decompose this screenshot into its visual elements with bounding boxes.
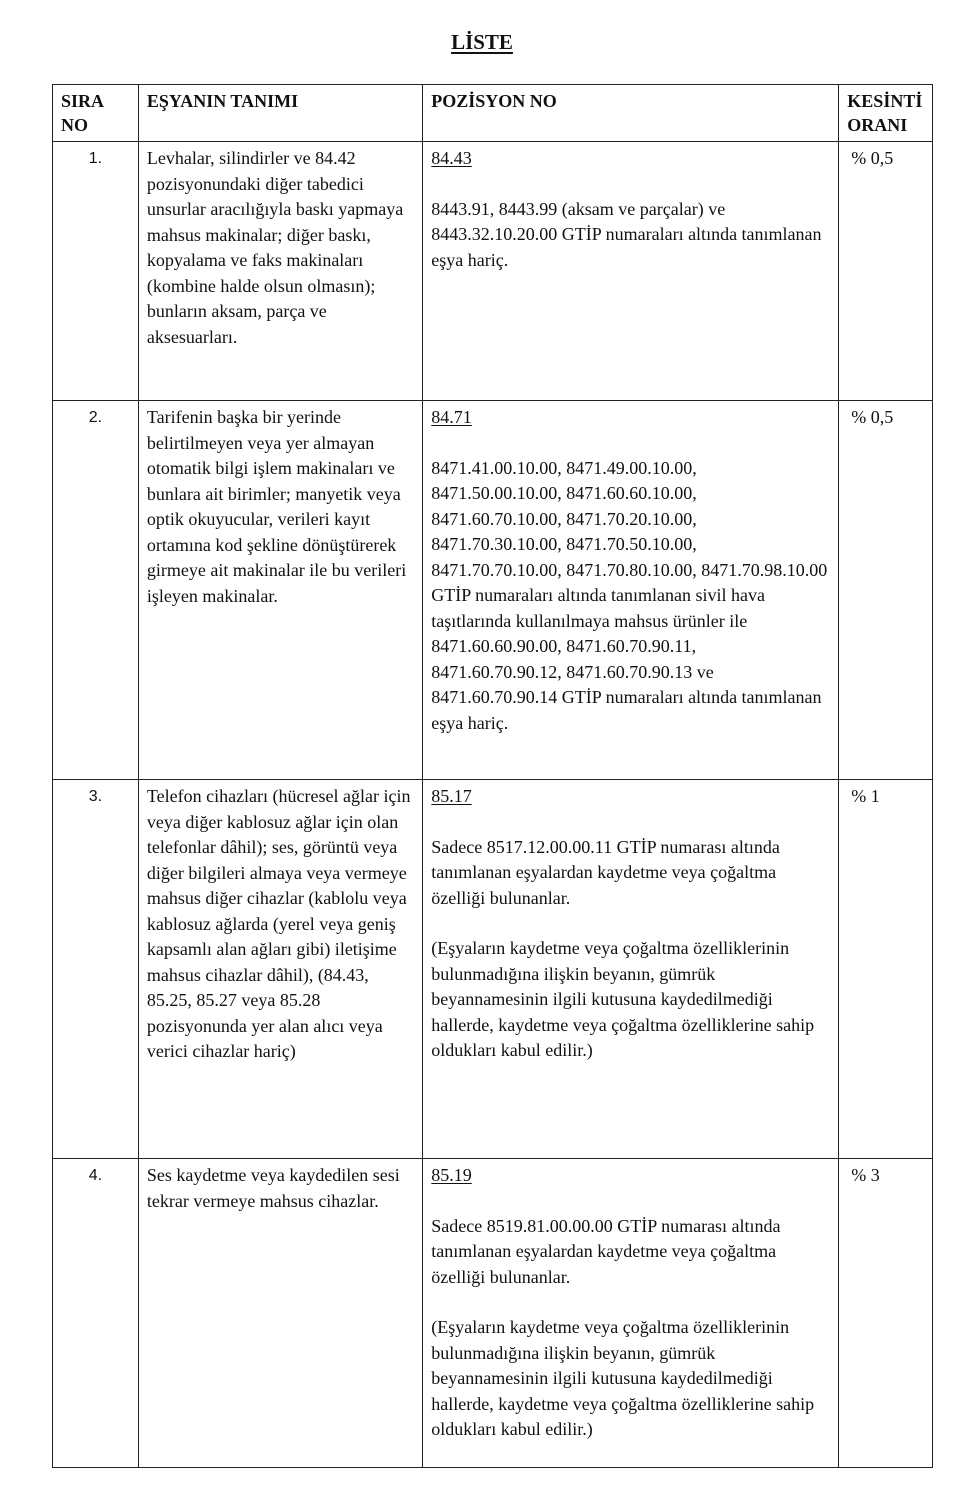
row-number: 4. <box>53 1159 139 1468</box>
row-position <box>423 1159 839 1468</box>
table-row <box>53 1159 933 1468</box>
row-description <box>138 142 422 401</box>
description-text: Levhalar, silindirler ve 84.42 pozisyonundaki diğer tabedici unsurlar aracılığıyla baskı yapmaya mahsus makinalar; diğer baskı, kopyalama ve faks makinaları (kombine halde olsun olmasın); bunların aksam, parça ve aksesuarları. <box>146 148 404 347</box>
description-text: Tarifenin başka bir yerinde belirtilmeyen veya yer almayan otomatik bilgi işlem makinaları ve bunlara ait birimler; manyetik veya optik okuyucular, verileri kayıt ortamına kod şekline dönüştürerek girmeye ait makinalar ile bu verileri işleyen makinalar. <box>146 407 407 606</box>
header-pozisyon-no: POZİSYON NO <box>423 85 839 142</box>
row-description <box>138 780 422 1159</box>
row-position <box>423 142 839 401</box>
description-text: Telefon cihazları (hücresel ağlar için veya diğer kablosuz ağlar için olan telefonlar dâhil); ses, görüntü veya diğer bilgileri almaya veya vermeye mahsus diğer cihazlar (kablolu veya kablosuz ağlarda (yerel veya geniş kapsamlı alan ağları gibi) iletişime mahsus cihazlar dâhil), (84.43, 85.25, 85.27 veya 85.28 pozisyonunda yer alan alıcı veya verici cihazlar hariç) <box>146 786 411 1061</box>
position-note: Sadece 8517.12.00.00.11 GTİP numarası altında tanımlanan eşyalardan kaydetme veya çoğaltma özelliği bulunanlar. <box>431 836 780 908</box>
table-row <box>53 401 933 780</box>
position-code: 84.71 <box>431 407 472 427</box>
position-code: 85.19 <box>431 1165 472 1185</box>
description-text: Ses kaydetme veya kaydedilen sesi tekrar vermeye mahsus cihazlar. <box>146 1165 400 1211</box>
goods-list-table <box>52 84 933 1468</box>
position-note: 8443.91, 8443.99 (aksam ve parçalar) ve 8443.32.10.20.00 GTİP numaraları altında tanımlanan eşya hariç. <box>431 198 822 270</box>
position-note-declaration: (Eşyaların kaydetme veya çoğaltma özelliklerinin bulunmadığına ilişkin beyanın, gümrük beyannamesinin ilgili kutusuna kaydedilmediği hallerde, kaydetme veya çoğaltma özelliklerine sahip oldukları kabul edilir.) <box>431 1317 815 1439</box>
table-row <box>53 142 933 401</box>
header-esya-tanimi: EŞYANIN TANIMI <box>138 85 422 142</box>
header-kesinti-orani: KESİNTİ ORANI <box>839 85 933 142</box>
position-code: 84.43 <box>431 148 472 168</box>
position-code: 85.17 <box>431 786 472 806</box>
table-row <box>53 780 933 1159</box>
header-sira-no: SIRA NO <box>53 85 139 142</box>
row-rate: % 0,5 <box>839 142 933 401</box>
position-note-declaration: (Eşyaların kaydetme veya çoğaltma özelliklerinin bulunmadığına ilişkin beyanın, gümrük beyannamesinin ilgili kutusuna kaydedilmediği hallerde, kaydetme veya çoğaltma özelliklerine sahip oldukları kabul edilir.) <box>431 938 815 1060</box>
position-note: 8471.41.00.10.00, 8471.49.00.10.00, 8471.50.00.10.00, 8471.60.60.10.00, 8471.60.70.10.00, 8471.70.20.10.00, 8471.70.30.10.00, 8471.70.50.10.00, 8471.70.70.10.00, 8471.70.80.10.00, 8471.70.98.10.00 GTİP numaraları altında tanımlanan sivil hava taşıtlarında kullanılmaya mahsus ürünler ile 8471.60.60.90.00, 8471.60.70.90.11, 8471.60.70.90.12, 8471.60.70.90.13 ve 8471.60.70.90.14 GTİP numaraları altında tanımlanan eşya hariç. <box>431 457 828 733</box>
row-position <box>423 401 839 780</box>
table-header-row <box>53 85 933 142</box>
row-description <box>138 401 422 780</box>
document-title: LİSTE <box>451 30 513 54</box>
row-rate: % 3 <box>839 1159 933 1468</box>
row-number: 1. <box>53 142 139 401</box>
row-number: 3. <box>53 780 139 1159</box>
row-rate: % 1 <box>839 780 933 1159</box>
row-description <box>138 1159 422 1468</box>
row-number: 2. <box>53 401 139 780</box>
position-note: Sadece 8519.81.00.00.00 GTİP numarası altında tanımlanan eşyalardan kaydetme veya çoğaltma özelliği bulunanlar. <box>431 1215 781 1287</box>
row-rate: % 0,5 <box>839 401 933 780</box>
row-position <box>423 780 839 1159</box>
